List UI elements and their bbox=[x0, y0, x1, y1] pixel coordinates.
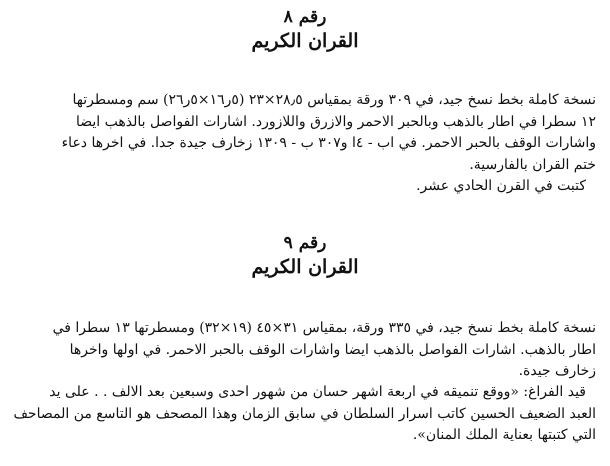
colophon-line: التي كتبتها بعناية الملك المنان». bbox=[412, 427, 596, 443]
description-line: ختم القران بالفارسية. bbox=[469, 156, 596, 173]
description-line: اطار بالذهب. اشارات الفواصل بالذهب ايضا واشارات الوقف بالحبر الاحمر. في اولها واخرها bbox=[69, 341, 596, 358]
entry-title: القران الكريم bbox=[251, 256, 359, 278]
entry-description bbox=[6, 318, 596, 383]
entry-written-note bbox=[6, 176, 596, 198]
description-line: نسخة كاملة بخط نسخ جيد، في ٣٠٩ ورقة بمقياس ٢٨٫٥×٢٣ (٥ر١٦×٥ر٢٦) سم ومسطرتها bbox=[72, 92, 596, 108]
catalog-entry-9 bbox=[0, 232, 610, 443]
entry-number: رقم ٩ bbox=[283, 233, 327, 253]
description-line: واشارات الوقف بالحبر الاحمر. في اب - ٤ا و٣٠٧ ب - ١٣٠٩ زخارف جيدة جدا. في اخرها دعاء bbox=[61, 135, 596, 151]
entry-description bbox=[6, 90, 596, 176]
colophon-line: قيد الفراغ: «ووقع تنميقه في اربعة اشهر حسان من شهور احدى وسبعين بعد الالف . . على يد bbox=[49, 384, 586, 400]
description-line: ١٢ سطرا في اطار بالذهب وبالحبر الاحمر والازرق واللازورد. اشارات الفواصل بالذهب ايضا bbox=[75, 113, 596, 130]
colophon-line: العبد الضعيف الحسين كاتب اسرار السلطان في سابق الزمان وهذا المصحف هو التاسع من المصاحف bbox=[13, 405, 596, 422]
entry-number: رقم ٨ bbox=[283, 7, 327, 27]
description-line: نسخة كاملة بخط نسخ جيد، في ٣٣٥ ورقة، بمقياس ٣١×٤٥ (١٩×٣٢) ومسطرتها ١٣ سطرا في bbox=[52, 320, 596, 336]
description-line: زخارف جيدة. bbox=[518, 363, 596, 379]
entry-colophon bbox=[6, 382, 596, 447]
written-line: كتبت في القرن الحادي عشر. bbox=[416, 178, 586, 194]
entry-title: القران الكريم bbox=[251, 30, 359, 52]
catalog-entry-8 bbox=[0, 6, 610, 194]
